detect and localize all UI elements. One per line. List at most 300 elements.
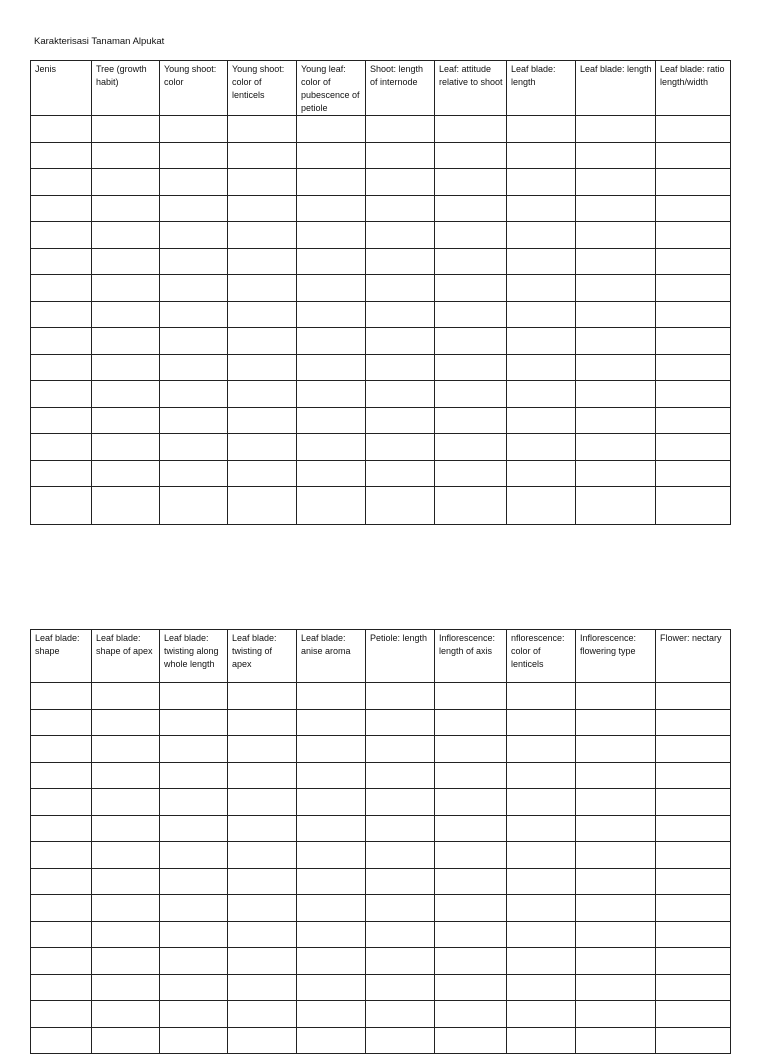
table-cell[interactable] [92, 736, 160, 763]
table-cell[interactable] [160, 736, 228, 763]
table-cell[interactable] [576, 407, 656, 434]
table-cell[interactable] [92, 354, 160, 381]
table-cell[interactable] [435, 169, 507, 196]
table-cell[interactable] [297, 736, 366, 763]
table-cell[interactable] [297, 487, 366, 525]
table-cell[interactable] [435, 248, 507, 275]
table-cell[interactable] [576, 868, 656, 895]
table-cell[interactable] [160, 460, 228, 487]
table-cell[interactable] [435, 142, 507, 169]
table-cell[interactable] [92, 762, 160, 789]
table-cell[interactable] [228, 434, 297, 461]
table-cell[interactable] [576, 948, 656, 975]
table-cell[interactable] [576, 1001, 656, 1028]
table-cell[interactable] [435, 868, 507, 895]
table-cell[interactable] [92, 195, 160, 222]
table-cell[interactable] [92, 248, 160, 275]
table-cell[interactable] [366, 116, 435, 143]
table-cell[interactable] [435, 222, 507, 249]
table-cell[interactable] [92, 301, 160, 328]
table-cell[interactable] [507, 1027, 576, 1054]
table-cell[interactable] [576, 921, 656, 948]
table-cell[interactable] [297, 1027, 366, 1054]
table-cell[interactable] [507, 169, 576, 196]
table-cell[interactable] [297, 142, 366, 169]
table-cell[interactable] [92, 789, 160, 816]
table-cell[interactable] [435, 842, 507, 869]
table-cell[interactable] [435, 1027, 507, 1054]
table-cell[interactable] [92, 948, 160, 975]
table-cell[interactable] [31, 789, 92, 816]
table-cell[interactable] [31, 354, 92, 381]
table-cell[interactable] [92, 868, 160, 895]
table-cell[interactable] [576, 1027, 656, 1054]
table-cell[interactable] [92, 381, 160, 408]
table-cell[interactable] [507, 736, 576, 763]
table-cell[interactable] [31, 974, 92, 1001]
table-cell[interactable] [297, 895, 366, 922]
table-cell[interactable] [435, 762, 507, 789]
table-row [31, 709, 731, 736]
table-cell[interactable] [228, 683, 297, 710]
table-cell[interactable] [366, 381, 435, 408]
table-cell[interactable] [297, 789, 366, 816]
table-cell[interactable] [31, 460, 92, 487]
table-cell[interactable] [366, 1027, 435, 1054]
table-cell[interactable] [366, 1001, 435, 1028]
table-cell[interactable] [656, 736, 731, 763]
table-cell[interactable] [31, 301, 92, 328]
table-cell[interactable] [576, 301, 656, 328]
table-cell[interactable] [656, 460, 731, 487]
table-cell[interactable] [507, 301, 576, 328]
table-cell[interactable] [31, 328, 92, 355]
table-cell[interactable] [228, 328, 297, 355]
table-cell[interactable] [160, 116, 228, 143]
table-cell[interactable] [366, 328, 435, 355]
table-cell[interactable] [576, 736, 656, 763]
table-cell[interactable] [366, 487, 435, 525]
table-cell[interactable] [656, 434, 731, 461]
table-cell[interactable] [297, 301, 366, 328]
table-cell[interactable] [297, 762, 366, 789]
table-cell[interactable] [366, 921, 435, 948]
table-cell[interactable] [297, 842, 366, 869]
table-cell[interactable] [576, 789, 656, 816]
table-cell[interactable] [435, 460, 507, 487]
table-cell[interactable] [507, 222, 576, 249]
table-cell[interactable] [31, 169, 92, 196]
table-cell[interactable] [366, 460, 435, 487]
table-cell[interactable] [576, 974, 656, 1001]
table-cell[interactable] [656, 948, 731, 975]
table-cell[interactable] [31, 434, 92, 461]
table-cell[interactable] [576, 116, 656, 143]
table-cell[interactable] [297, 354, 366, 381]
table-cell[interactable] [92, 407, 160, 434]
table-cell[interactable] [228, 974, 297, 1001]
table-cell[interactable] [297, 460, 366, 487]
table-cell[interactable] [366, 868, 435, 895]
table-cell[interactable] [297, 275, 366, 302]
table-cell[interactable] [435, 1001, 507, 1028]
table-cell[interactable] [160, 328, 228, 355]
table-cell[interactable] [507, 815, 576, 842]
table-cell[interactable] [31, 195, 92, 222]
table-row [31, 974, 731, 1001]
table-cell[interactable] [507, 921, 576, 948]
table-cell[interactable] [656, 1001, 731, 1028]
table-cell[interactable] [228, 195, 297, 222]
table-cell[interactable] [656, 222, 731, 249]
table-cell[interactable] [366, 195, 435, 222]
table-cell[interactable] [160, 434, 228, 461]
table-cell[interactable] [31, 248, 92, 275]
table-cell[interactable] [656, 789, 731, 816]
table-cell[interactable] [366, 354, 435, 381]
table-cell[interactable] [366, 169, 435, 196]
table-cell[interactable] [228, 762, 297, 789]
table-cell[interactable] [366, 142, 435, 169]
table-cell[interactable] [92, 683, 160, 710]
table-cell[interactable] [92, 434, 160, 461]
table-cell[interactable] [31, 842, 92, 869]
table-cell[interactable] [31, 895, 92, 922]
table-cell[interactable] [366, 248, 435, 275]
table-cell[interactable] [160, 842, 228, 869]
table-cell[interactable] [507, 328, 576, 355]
table-cell[interactable] [228, 487, 297, 525]
table-cell[interactable] [435, 736, 507, 763]
table-cell[interactable] [228, 1027, 297, 1054]
table-cell[interactable] [297, 948, 366, 975]
table-cell[interactable] [656, 1027, 731, 1054]
table-cell[interactable] [297, 116, 366, 143]
table-cell[interactable] [297, 683, 366, 710]
table-cell[interactable] [507, 789, 576, 816]
table-cell[interactable] [656, 842, 731, 869]
table-cell[interactable] [576, 381, 656, 408]
table-cell[interactable] [435, 116, 507, 143]
table-cell[interactable] [507, 354, 576, 381]
table-cell[interactable] [160, 248, 228, 275]
table-cell[interactable] [435, 683, 507, 710]
table-cell[interactable] [507, 1001, 576, 1028]
table-cell[interactable] [31, 1027, 92, 1054]
table-cell[interactable] [228, 222, 297, 249]
table-cell[interactable] [160, 921, 228, 948]
table-cell[interactable] [507, 275, 576, 302]
table-cell[interactable] [160, 815, 228, 842]
table-cell[interactable] [160, 895, 228, 922]
table-cell[interactable] [576, 169, 656, 196]
table-cell[interactable] [656, 195, 731, 222]
column-header: Leaf blade: length [507, 61, 576, 116]
table-cell[interactable] [92, 328, 160, 355]
table-cell[interactable] [92, 709, 160, 736]
table-cell[interactable] [366, 275, 435, 302]
table-cell[interactable] [507, 948, 576, 975]
table-cell[interactable] [656, 974, 731, 1001]
table-cell[interactable] [366, 683, 435, 710]
table-cell[interactable] [507, 974, 576, 1001]
table-cell[interactable] [31, 487, 92, 525]
table-cell[interactable] [228, 789, 297, 816]
table-cell[interactable] [656, 169, 731, 196]
table-cell[interactable] [228, 248, 297, 275]
table-cell[interactable] [228, 275, 297, 302]
table-cell[interactable] [92, 1001, 160, 1028]
table-cell[interactable] [160, 709, 228, 736]
table-row [31, 683, 731, 710]
table-cell[interactable] [507, 460, 576, 487]
table-cell[interactable] [576, 683, 656, 710]
column-header: Young leaf: color of pubescence of petiole [297, 61, 366, 116]
table-cell[interactable] [228, 116, 297, 143]
table-cell[interactable] [228, 169, 297, 196]
table-cell[interactable] [435, 921, 507, 948]
table-cell[interactable] [435, 381, 507, 408]
table-cell[interactable] [297, 974, 366, 1001]
table-cell[interactable] [656, 301, 731, 328]
table-cell[interactable] [228, 354, 297, 381]
table-cell[interactable] [507, 895, 576, 922]
table-cell[interactable] [656, 895, 731, 922]
table-cell[interactable] [160, 487, 228, 525]
table-cell[interactable] [92, 222, 160, 249]
table-cell[interactable] [31, 762, 92, 789]
table-cell[interactable] [435, 815, 507, 842]
table-cell[interactable] [366, 895, 435, 922]
table-cell[interactable] [656, 921, 731, 948]
table-cell[interactable] [366, 709, 435, 736]
table-cell[interactable] [92, 460, 160, 487]
table-cell[interactable] [92, 895, 160, 922]
table-cell[interactable] [160, 948, 228, 975]
table-cell[interactable] [507, 868, 576, 895]
table-cell[interactable] [31, 222, 92, 249]
table-cell[interactable] [31, 407, 92, 434]
table-cell[interactable] [160, 169, 228, 196]
table-cell[interactable] [160, 789, 228, 816]
table-cell[interactable] [656, 381, 731, 408]
table-cell[interactable] [507, 381, 576, 408]
table-cell[interactable] [31, 921, 92, 948]
table-cell[interactable] [576, 815, 656, 842]
table-cell[interactable] [160, 354, 228, 381]
table-cell[interactable] [228, 842, 297, 869]
table-cell[interactable] [160, 1027, 228, 1054]
table-cell[interactable] [92, 974, 160, 1001]
table-cell[interactable] [435, 407, 507, 434]
table-cell[interactable] [228, 815, 297, 842]
table-cell[interactable] [576, 434, 656, 461]
table-cell[interactable] [92, 169, 160, 196]
table-cell[interactable] [160, 142, 228, 169]
table-cell[interactable] [160, 195, 228, 222]
table-cell[interactable] [435, 275, 507, 302]
table-cell[interactable] [160, 868, 228, 895]
table-cell[interactable] [228, 895, 297, 922]
table-cell[interactable] [297, 195, 366, 222]
table-cell[interactable] [297, 868, 366, 895]
table-cell[interactable] [366, 222, 435, 249]
table-cell[interactable] [576, 195, 656, 222]
table-cell[interactable] [297, 381, 366, 408]
table-cell[interactable] [366, 407, 435, 434]
table-body [31, 116, 731, 525]
table-cell[interactable] [656, 683, 731, 710]
table-cell[interactable] [366, 789, 435, 816]
table-cell[interactable] [228, 868, 297, 895]
table-cell[interactable] [297, 709, 366, 736]
table-cell[interactable] [366, 815, 435, 842]
table-cell[interactable] [31, 1001, 92, 1028]
table-cell[interactable] [160, 222, 228, 249]
table-cell[interactable] [576, 222, 656, 249]
table-cell[interactable] [435, 709, 507, 736]
table-cell[interactable] [31, 381, 92, 408]
table-cell[interactable] [160, 407, 228, 434]
table-cell[interactable] [366, 301, 435, 328]
table-cell[interactable] [656, 328, 731, 355]
table-cell[interactable] [435, 974, 507, 1001]
table-cell[interactable] [297, 434, 366, 461]
table-cell[interactable] [656, 709, 731, 736]
table-cell[interactable] [576, 354, 656, 381]
table-cell[interactable] [31, 868, 92, 895]
table-cell[interactable] [297, 815, 366, 842]
table-cell[interactable] [435, 789, 507, 816]
table-cell[interactable] [576, 248, 656, 275]
table-cell[interactable] [435, 434, 507, 461]
table-cell[interactable] [366, 974, 435, 1001]
table-cell[interactable] [507, 683, 576, 710]
table-cell[interactable] [366, 434, 435, 461]
table-cell[interactable] [92, 815, 160, 842]
table-cell[interactable] [31, 709, 92, 736]
table-cell[interactable] [92, 275, 160, 302]
table-cell[interactable] [297, 407, 366, 434]
table-cell[interactable] [31, 142, 92, 169]
table-cell[interactable] [92, 842, 160, 869]
table-cell[interactable] [31, 275, 92, 302]
table-cell[interactable] [228, 301, 297, 328]
table-cell[interactable] [297, 248, 366, 275]
table-cell[interactable] [228, 381, 297, 408]
table-cell[interactable] [576, 460, 656, 487]
table-cell[interactable] [160, 275, 228, 302]
table-cell[interactable] [31, 116, 92, 143]
table-cell[interactable] [297, 222, 366, 249]
table-cell[interactable] [228, 1001, 297, 1028]
table-cell[interactable] [576, 842, 656, 869]
table-cell[interactable] [92, 1027, 160, 1054]
table-cell[interactable] [228, 460, 297, 487]
table-cell[interactable] [435, 487, 507, 525]
table-cell[interactable] [507, 487, 576, 525]
table-cell[interactable] [507, 407, 576, 434]
table-cell[interactable] [228, 407, 297, 434]
table-cell[interactable] [656, 248, 731, 275]
table-cell[interactable] [656, 116, 731, 143]
table-cell[interactable] [366, 736, 435, 763]
column-header: Leaf blade: ratio length/width [656, 61, 731, 116]
table-cell[interactable] [656, 142, 731, 169]
table-row [31, 868, 731, 895]
table-cell[interactable] [92, 921, 160, 948]
table-cell[interactable] [435, 195, 507, 222]
table-cell[interactable] [656, 868, 731, 895]
table-cell[interactable] [576, 275, 656, 302]
table-cell[interactable] [576, 762, 656, 789]
table-cell[interactable] [435, 354, 507, 381]
table-cell[interactable] [656, 487, 731, 525]
table-cell[interactable] [92, 142, 160, 169]
table-cell[interactable] [297, 1001, 366, 1028]
table-cell[interactable] [507, 195, 576, 222]
table-cell[interactable] [297, 328, 366, 355]
table-cell[interactable] [31, 815, 92, 842]
table-cell[interactable] [576, 487, 656, 525]
table-cell[interactable] [228, 142, 297, 169]
table-cell[interactable] [507, 142, 576, 169]
table-cell[interactable] [656, 354, 731, 381]
table-cell[interactable] [160, 974, 228, 1001]
table-cell[interactable] [576, 709, 656, 736]
table-row [31, 116, 731, 143]
table-cell[interactable] [160, 381, 228, 408]
table-cell[interactable] [656, 275, 731, 302]
table-cell[interactable] [297, 169, 366, 196]
table-cell[interactable] [160, 301, 228, 328]
column-header: Young shoot: color of lenticels [228, 61, 297, 116]
table-cell[interactable] [656, 407, 731, 434]
table-cell[interactable] [576, 142, 656, 169]
table-cell[interactable] [31, 948, 92, 975]
table-cell[interactable] [435, 301, 507, 328]
table-cell[interactable] [92, 487, 160, 525]
table-cell[interactable] [228, 948, 297, 975]
table-cell[interactable] [31, 736, 92, 763]
table-cell[interactable] [507, 762, 576, 789]
table-cell[interactable] [92, 116, 160, 143]
table-cell[interactable] [507, 248, 576, 275]
table-cell[interactable] [366, 762, 435, 789]
table-cell[interactable] [507, 116, 576, 143]
table-cell[interactable] [297, 921, 366, 948]
table-cell[interactable] [576, 895, 656, 922]
table-cell[interactable] [656, 762, 731, 789]
table-cell[interactable] [228, 709, 297, 736]
table-cell[interactable] [507, 842, 576, 869]
table-cell[interactable] [366, 948, 435, 975]
table-cell[interactable] [228, 921, 297, 948]
table-cell[interactable] [507, 434, 576, 461]
table-cell[interactable] [435, 895, 507, 922]
table-cell[interactable] [160, 762, 228, 789]
table-cell[interactable] [31, 683, 92, 710]
table-cell[interactable] [576, 328, 656, 355]
table-cell[interactable] [160, 1001, 228, 1028]
table-cell[interactable] [507, 709, 576, 736]
table-cell[interactable] [366, 842, 435, 869]
table-cell[interactable] [435, 328, 507, 355]
table-cell[interactable] [435, 948, 507, 975]
table-cell[interactable] [228, 736, 297, 763]
table-cell[interactable] [656, 815, 731, 842]
table-cell[interactable] [160, 683, 228, 710]
